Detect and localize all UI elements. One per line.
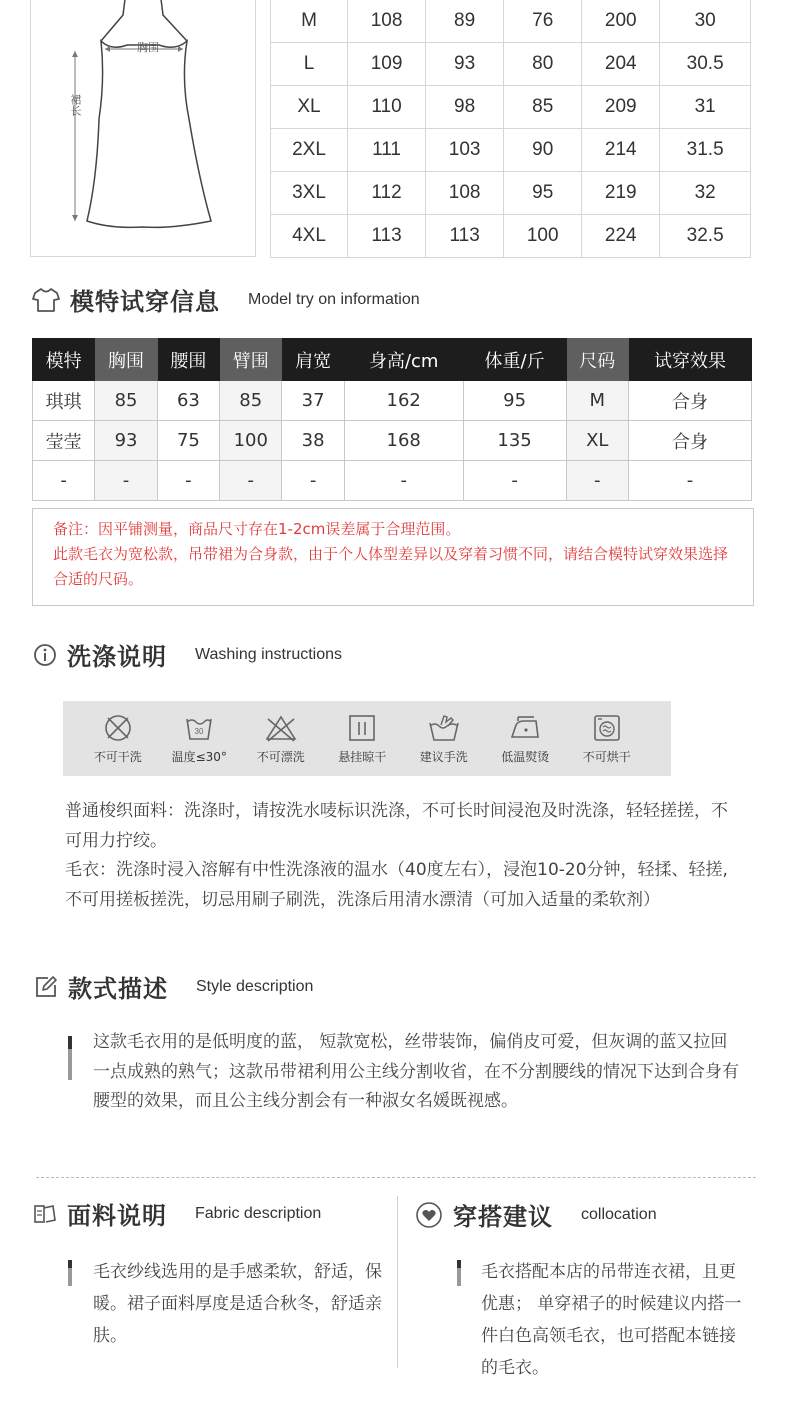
model-cell: 75	[157, 421, 219, 461]
column-divider	[397, 1196, 398, 1368]
model-cell: 168	[344, 421, 463, 461]
wash-item	[159, 701, 241, 776]
hang-dry-icon	[347, 713, 377, 743]
chest-label: 胸围	[137, 41, 159, 54]
style-section-header	[34, 969, 313, 1004]
size-label-cell: 2XL	[271, 129, 348, 172]
wash-30-icon	[184, 713, 214, 743]
tshirt-icon	[32, 287, 60, 313]
size-row	[271, 0, 751, 43]
model-cell: 37	[282, 381, 344, 421]
model-cell: 莹莹	[33, 421, 95, 461]
edit-icon	[34, 975, 58, 999]
model-header-cell: 身高/cm	[344, 339, 463, 381]
collocation-section-title: 穿搭建议	[453, 1203, 553, 1231]
model-cell: 85	[220, 381, 282, 421]
quote-bar	[457, 1260, 461, 1286]
model-header-cell: 腰围	[157, 339, 219, 381]
size-value-cell: 224	[582, 215, 660, 258]
model-cell: 合身	[628, 421, 751, 461]
note-line-2: 此款毛衣为宽松款，吊带裙为合身款，由于个人体型差异以及穿着习惯不同，请结合模特试穿效果选择合适的尺码。	[53, 545, 729, 588]
washing-text-woven: 普通梭织面料：洗涤时，请按洗水唛标识洗涤，不可长时间浸泡及时洗涤，轻轻搓搓，不可用力拧绞。	[65, 801, 728, 851]
section-divider	[36, 1177, 756, 1178]
model-cell: 85	[95, 381, 157, 421]
size-value-cell: 95	[504, 172, 582, 215]
size-value-cell: 214	[582, 129, 660, 172]
collocation-section-subtitle: collocation	[581, 1205, 657, 1223]
info-icon	[33, 643, 57, 667]
size-value-cell: 108	[348, 0, 426, 43]
model-cell: -	[33, 461, 95, 501]
model-cell: -	[220, 461, 282, 501]
size-value-cell: 209	[582, 86, 660, 129]
hand-wash-icon	[427, 713, 461, 743]
fabric-description-text: 毛衣纱线选用的是手感柔软，舒适，保暖。裙子面料厚度是适合秋冬，舒适亲肤。	[93, 1262, 382, 1346]
wash-care-icons	[63, 701, 671, 776]
model-cell: -	[344, 461, 463, 501]
model-header-cell: 模特	[33, 339, 95, 381]
model-cell: -	[157, 461, 219, 501]
size-value-cell: 89	[426, 0, 504, 43]
size-value-cell: 85	[504, 86, 582, 129]
model-cell: 100	[220, 421, 282, 461]
no-tumble-dry-icon	[592, 713, 622, 743]
model-cell: -	[282, 461, 344, 501]
dress-outline-icon	[31, 0, 257, 258]
size-value-cell: 32	[660, 172, 751, 215]
model-cell: 95	[463, 381, 566, 421]
quote-bar	[68, 1036, 72, 1080]
style-section-subtitle: Style description	[196, 977, 314, 995]
note-line-1: 备注：因平铺测量，商品尺寸存在1-2cm误差属于合理范围。	[53, 520, 461, 538]
fabric-section-title: 面料说明	[67, 1202, 167, 1230]
model-cell: 162	[344, 381, 463, 421]
model-cell: -	[566, 461, 628, 501]
model-section-header	[32, 282, 420, 317]
size-value-cell: 32.5	[660, 215, 751, 258]
model-header-cell: 肩宽	[282, 339, 344, 381]
wash-label: 低温熨烫	[501, 750, 550, 764]
size-value-cell: 76	[504, 0, 582, 43]
size-value-cell: 90	[504, 129, 582, 172]
model-cell: -	[463, 461, 566, 501]
size-value-cell: 93	[426, 43, 504, 86]
low-iron-icon	[508, 713, 542, 743]
size-value-cell: 30	[660, 0, 751, 43]
size-label-cell: L	[271, 43, 348, 86]
model-table	[32, 338, 752, 501]
size-value-cell: 109	[348, 43, 426, 86]
fabric-section-subtitle: Fabric description	[195, 1204, 322, 1222]
wash-item	[240, 701, 322, 776]
model-row	[33, 461, 752, 501]
wash-label: 悬挂晾干	[338, 750, 387, 764]
wash-label: 不可烘干	[582, 750, 631, 764]
size-value-cell: 219	[582, 172, 660, 215]
size-value-cell: 113	[426, 215, 504, 258]
collocation-text: 毛衣搭配本店的吊带连衣裙，且更优惠； 单穿裙子的时候建议内搭一件白色高领毛衣，也可搭配本链接的毛衣。	[481, 1262, 742, 1378]
model-section-subtitle: Model try on information	[248, 290, 420, 308]
fabric-section-header	[33, 1196, 321, 1231]
no-dry-clean-icon	[103, 713, 133, 743]
model-section-title: 模特试穿信息	[70, 288, 220, 316]
wash-item	[485, 701, 567, 776]
size-value-cell: 112	[348, 172, 426, 215]
size-row	[271, 172, 751, 215]
collocation-section-header	[415, 1197, 657, 1232]
size-value-cell: 98	[426, 86, 504, 129]
model-cell: 合身	[628, 381, 751, 421]
size-row	[271, 129, 751, 172]
size-value-cell: 80	[504, 43, 582, 86]
size-row	[271, 86, 751, 129]
wash-label: 不可漂洗	[256, 750, 305, 764]
size-value-cell: 204	[582, 43, 660, 86]
wash-item	[322, 701, 404, 776]
model-header-cell: 试穿效果	[628, 339, 751, 381]
size-label-cell: 4XL	[271, 215, 348, 258]
wash-label: 建议手洗	[419, 750, 468, 764]
size-label-cell: XL	[271, 86, 348, 129]
model-cell: M	[566, 381, 628, 421]
model-row	[33, 381, 752, 421]
model-cell: 93	[95, 421, 157, 461]
washing-section-header	[33, 637, 342, 672]
size-value-cell: 113	[348, 215, 426, 258]
model-cell: -	[95, 461, 157, 501]
size-value-cell: 108	[426, 172, 504, 215]
size-value-cell: 200	[582, 0, 660, 43]
size-table	[270, 0, 751, 258]
size-row	[271, 43, 751, 86]
size-value-cell: 31	[660, 86, 751, 129]
size-value-cell: 103	[426, 129, 504, 172]
size-value-cell: 110	[348, 86, 426, 129]
size-note	[32, 508, 754, 606]
wash-item	[77, 701, 159, 776]
wash-label: 不可干洗	[93, 750, 142, 764]
fabric-book-icon	[33, 1202, 57, 1226]
model-header-cell: 尺码	[566, 339, 628, 381]
model-cell: -	[628, 461, 751, 501]
size-label-cell: M	[271, 0, 348, 43]
size-value-cell: 111	[348, 129, 426, 172]
style-description-text: 这款毛衣用的是低明度的蓝， 短款宽松，丝带装饰，偏俏皮可爱，但灰调的蓝又拉回一点成熟的熟气；这款吊带裙利用公主线分割收省，在不分割腰线的情况下达到合身有腰型的效果，而且公主线分割会有一种淑女名媛既视感。	[93, 1032, 739, 1111]
model-cell: 38	[282, 421, 344, 461]
wash-item	[566, 701, 648, 776]
style-section-title: 款式描述	[68, 975, 168, 1003]
dress-measurement-figure	[30, 0, 256, 257]
washing-section-title: 洗涤说明	[67, 643, 167, 671]
wash-item	[403, 701, 485, 776]
quote-bar	[68, 1260, 72, 1286]
washing-text-sweater: 毛衣：洗涤时浸入溶解有中性洗涤液的温水（40度左右），浸泡10-20分钟，轻揉、轻搓,不可用搓板搓洗，切忌用刷子刷洗，洗涤后用清水漂清（可加入适量的柔软剂）	[65, 860, 728, 910]
washing-section-subtitle: Washing instructions	[195, 645, 343, 663]
size-value-cell: 100	[504, 215, 582, 258]
size-value-cell: 30.5	[660, 43, 751, 86]
wash-label: 温度≤30°	[171, 750, 227, 764]
size-row	[271, 215, 751, 258]
size-value-cell: 31.5	[660, 129, 751, 172]
no-bleach-icon	[264, 713, 298, 743]
model-header-cell: 臂围	[220, 339, 282, 381]
model-cell: 琪琪	[33, 381, 95, 421]
svg-text:30: 30	[194, 727, 204, 736]
model-row	[33, 421, 752, 461]
length-label: 裙长	[69, 94, 82, 116]
model-cell: 135	[463, 421, 566, 461]
model-cell: XL	[566, 421, 628, 461]
model-cell: 63	[157, 381, 219, 421]
size-label-cell: 3XL	[271, 172, 348, 215]
model-header-cell: 体重/斤	[463, 339, 566, 381]
model-header-cell: 胸围	[95, 339, 157, 381]
heart-icon	[415, 1201, 443, 1229]
